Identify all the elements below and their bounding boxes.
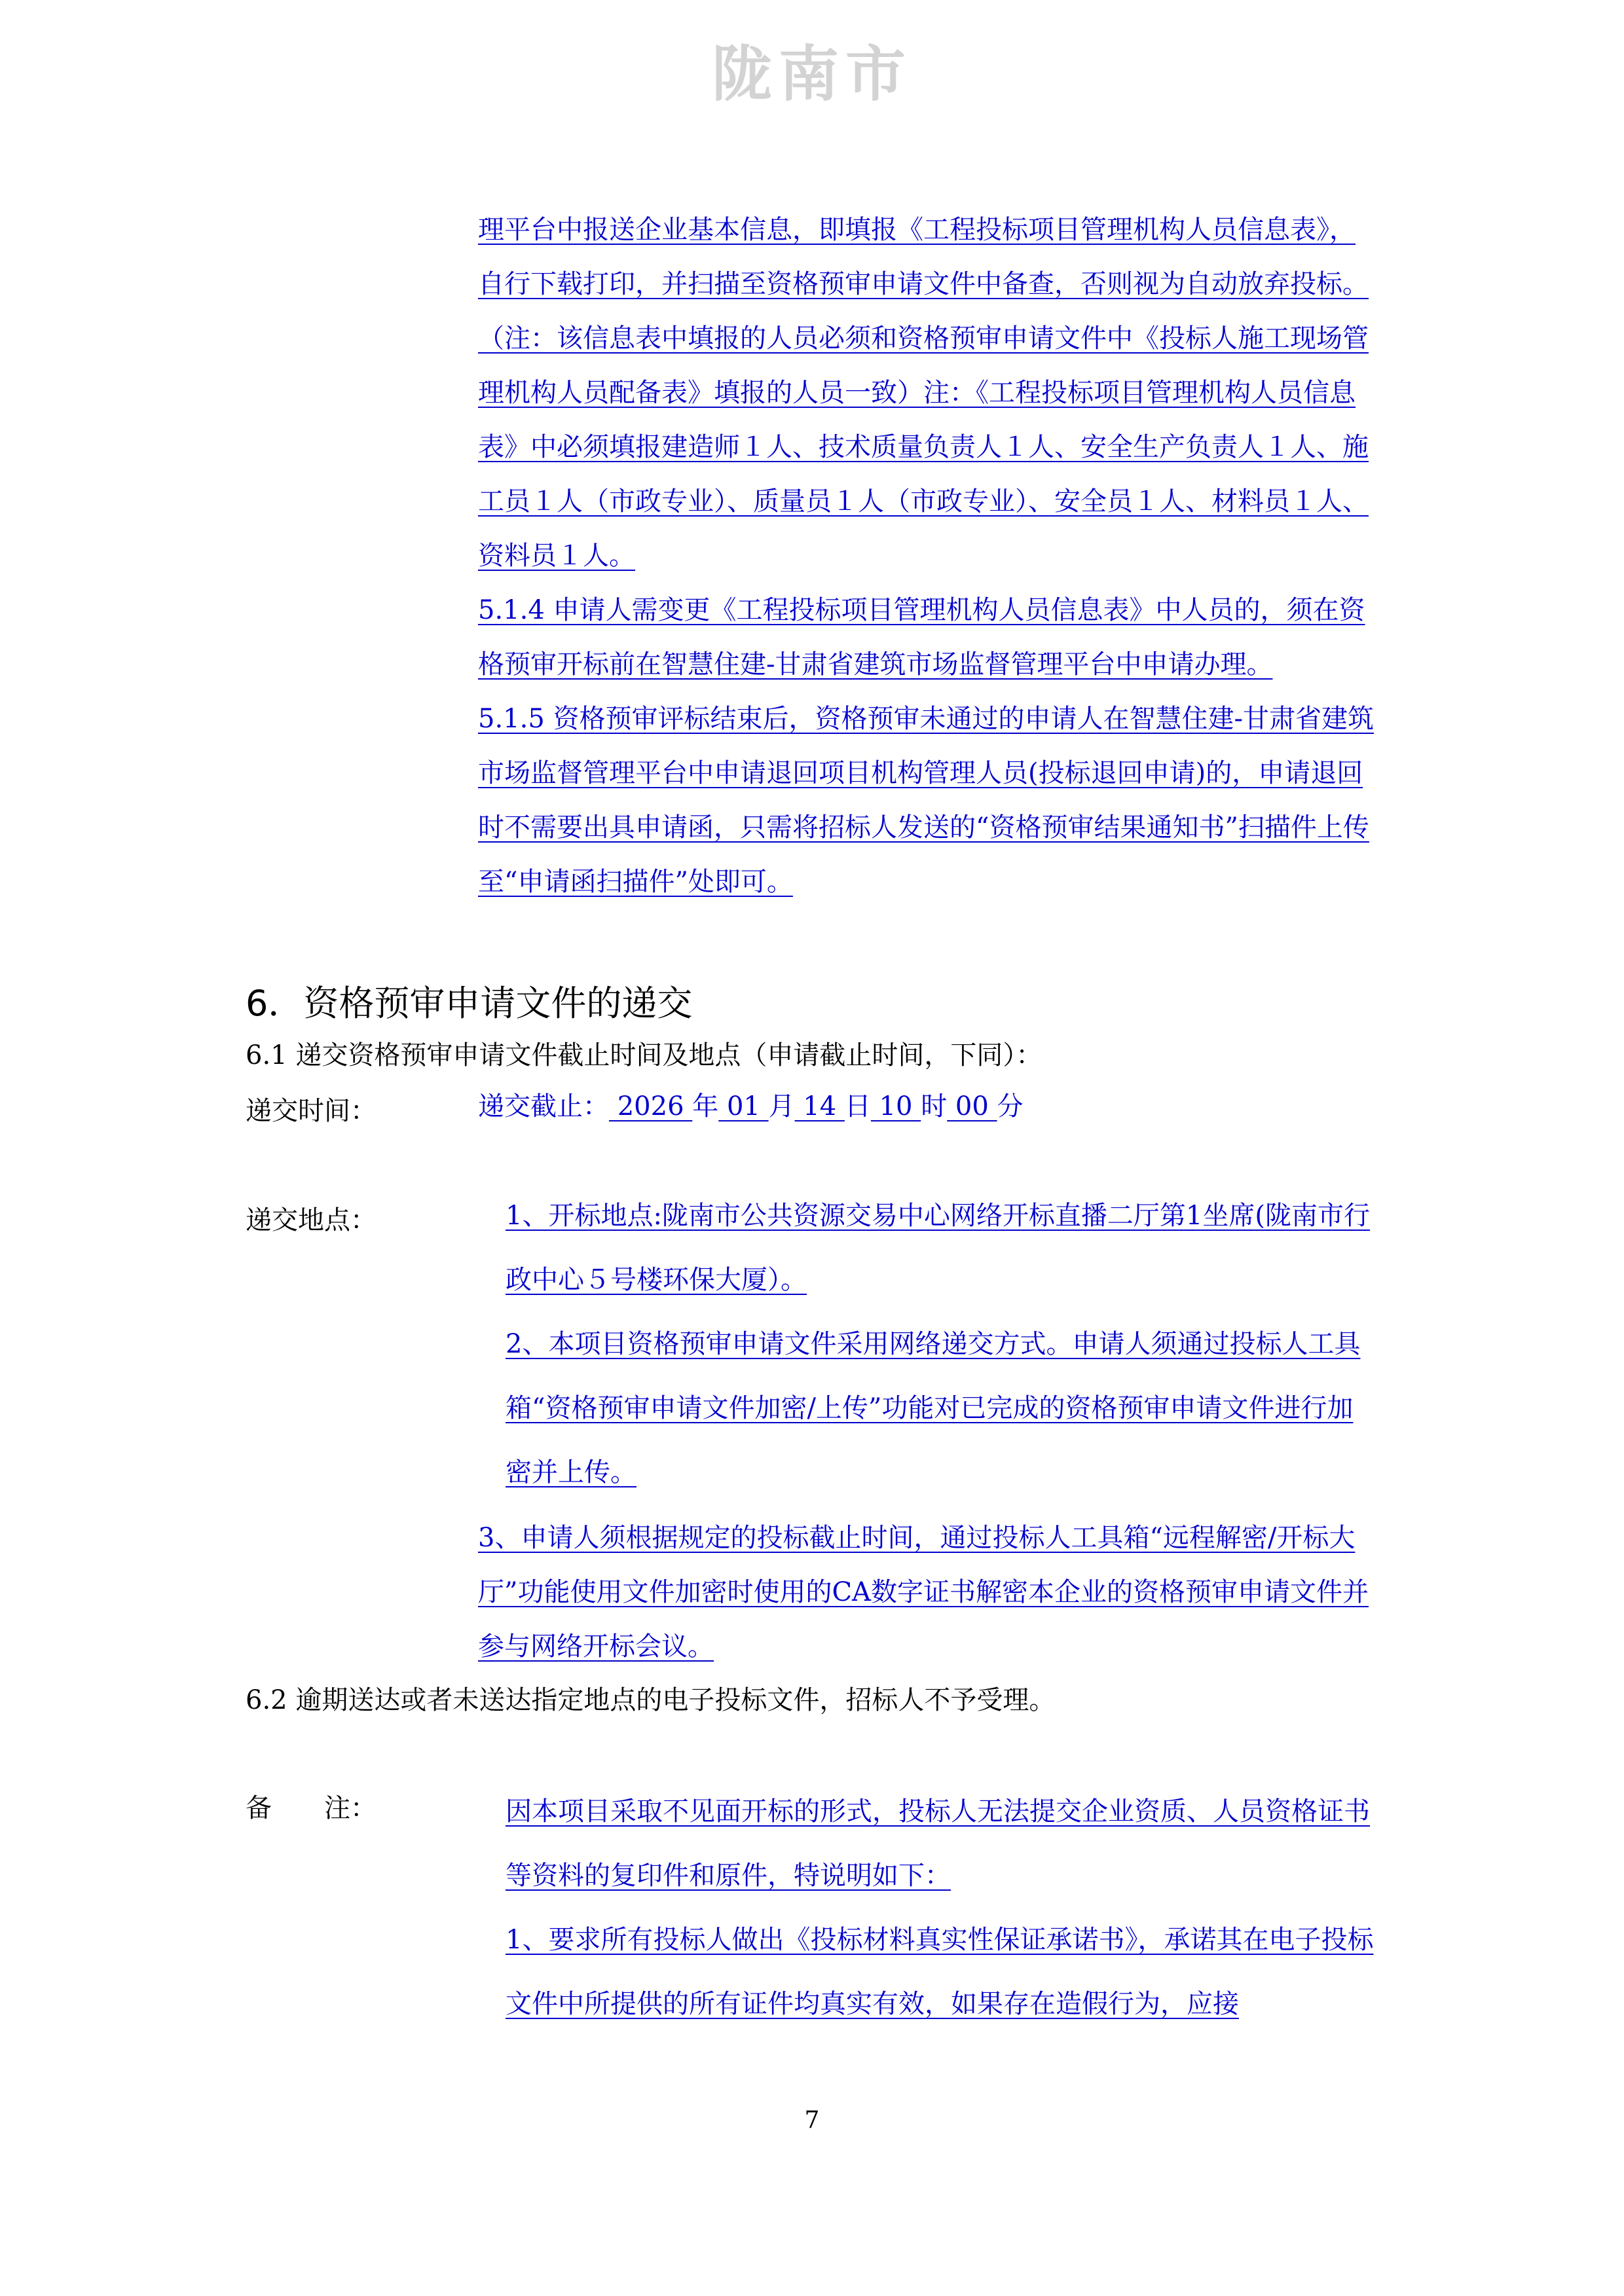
submit-place-block (478, 1184, 1375, 1674)
remarks-label: 备 注： (246, 1793, 377, 1823)
remarks-block (478, 1779, 1375, 2036)
submit-day: 14 (794, 1091, 845, 1121)
submit-place-paragraph-1 (478, 1184, 1375, 1312)
submit-time-label: 递交时间： (246, 1096, 377, 1126)
paragraph-5-1-4 (478, 583, 1375, 692)
submit-month: 01 (718, 1091, 769, 1121)
paragraph-text: 因本项目采取不见面开标的形式，投标人无法提交企业资质、人员资格证书等资料的复印件和原件，特说明如下： (506, 1796, 1370, 1891)
submit-place-paragraph-2 (478, 1312, 1375, 1504)
paragraph-text: 1、开标地点:陇南市公共资源交易中心网络开标直播二厅第1坐席(陇南市行政中心５号楼环保大厦）。 (506, 1201, 1370, 1295)
day-unit: 日 (844, 1091, 871, 1121)
section-heading: 6．资格预审申请文件的递交 (246, 983, 693, 1024)
paragraph-text: 2、本项目资格预审申请文件采用网络递交方式。申请人须通过投标人工具箱“资格预审申请文件加密/上传”功能对已完成的资格预审申请文件进行加密并上传。 (506, 1329, 1361, 1487)
month-unit: 月 (768, 1091, 795, 1121)
paragraph-text: 理平台中报送企业基本信息，即填报《工程投标项目管理机构人员信息表》，自行下载打印，并扫描至资格预审申请文件中备查，否则视为自动放弃投标。（注：该信息表中填报的人员必须和资格预审申请文件中《投标人施工现场管理机构人员配备表》填报的人员一致）注：《工程投标项目管理机构人员信息表》中必须填报建造师１人、技术质量负责人１人、安全生产负责人１人、施工员１人（市政专业）、质量员１人（市政专业）、安全员１人、材料员１人、资料员１人。 (478, 215, 1369, 571)
submit-place-label: 递交地点： (246, 1205, 377, 1235)
minute-unit: 分 (997, 1091, 1024, 1121)
submit-hour: 10 (870, 1091, 921, 1121)
remarks-paragraph-1 (478, 1779, 1375, 1908)
paragraph-text: 3、申请人须根据规定的投标截止时间，通过投标人工具箱“远程解密/开标大厅”功能使用文件加密时使用的CA数字证书解密本企业的资格预审申请文件并参与网络开标会议。 (478, 1523, 1369, 1662)
submit-minute: 00 (947, 1091, 997, 1121)
remarks-paragraph-2 (478, 1908, 1375, 2036)
top-block (478, 203, 1375, 909)
watermark: 陇南市 (711, 39, 912, 109)
hour-unit: 时 (921, 1091, 948, 1121)
item-6-1: 6.1 递交资格预审申请文件截止时间及地点（申请截止时间，下同）： (246, 1040, 1043, 1070)
page-number: 7 (804, 2107, 820, 2134)
paragraph-5-1-3-continuation (478, 203, 1375, 583)
paragraph-text: 1、要求所有投标人做出《投标材料真实性保证承诺书》，承诺其在电子投标文件中所提供的所有证件均真实有效，如果存在造假行为，应接 (506, 1925, 1374, 2019)
submit-time-value (478, 1090, 1375, 1123)
paragraph-text: 5.1.4 申请人需变更《工程投标项目管理机构人员信息表》中人员的，须在资格预审开标前在智慧住建-甘肃省建筑市场监督管理平台中申请办理。 (478, 595, 1365, 680)
submit-place-paragraph-3 (478, 1511, 1375, 1674)
submit-year: 2026 (609, 1091, 693, 1121)
paragraph-5-1-5 (478, 692, 1375, 909)
year-unit: 年 (692, 1091, 719, 1121)
item-6-2: 6.2 逾期送达或者未送达指定地点的电子投标文件，招标人不予受理。 (246, 1685, 1056, 1715)
submit-time-prefix: 递交截止： (478, 1091, 609, 1121)
paragraph-text: 5.1.5 资格预审评标结束后，资格预审未通过的申请人在智慧住建-甘肃省建筑市场监督管理平台中申请退回项目机构管理人员(投标退回申请)的，申请退回时不需要出具申请函，只需将招标人发送的“资格预审结果通知书”扫描件上传至“申请函扫描件”处即可。 (478, 704, 1375, 897)
